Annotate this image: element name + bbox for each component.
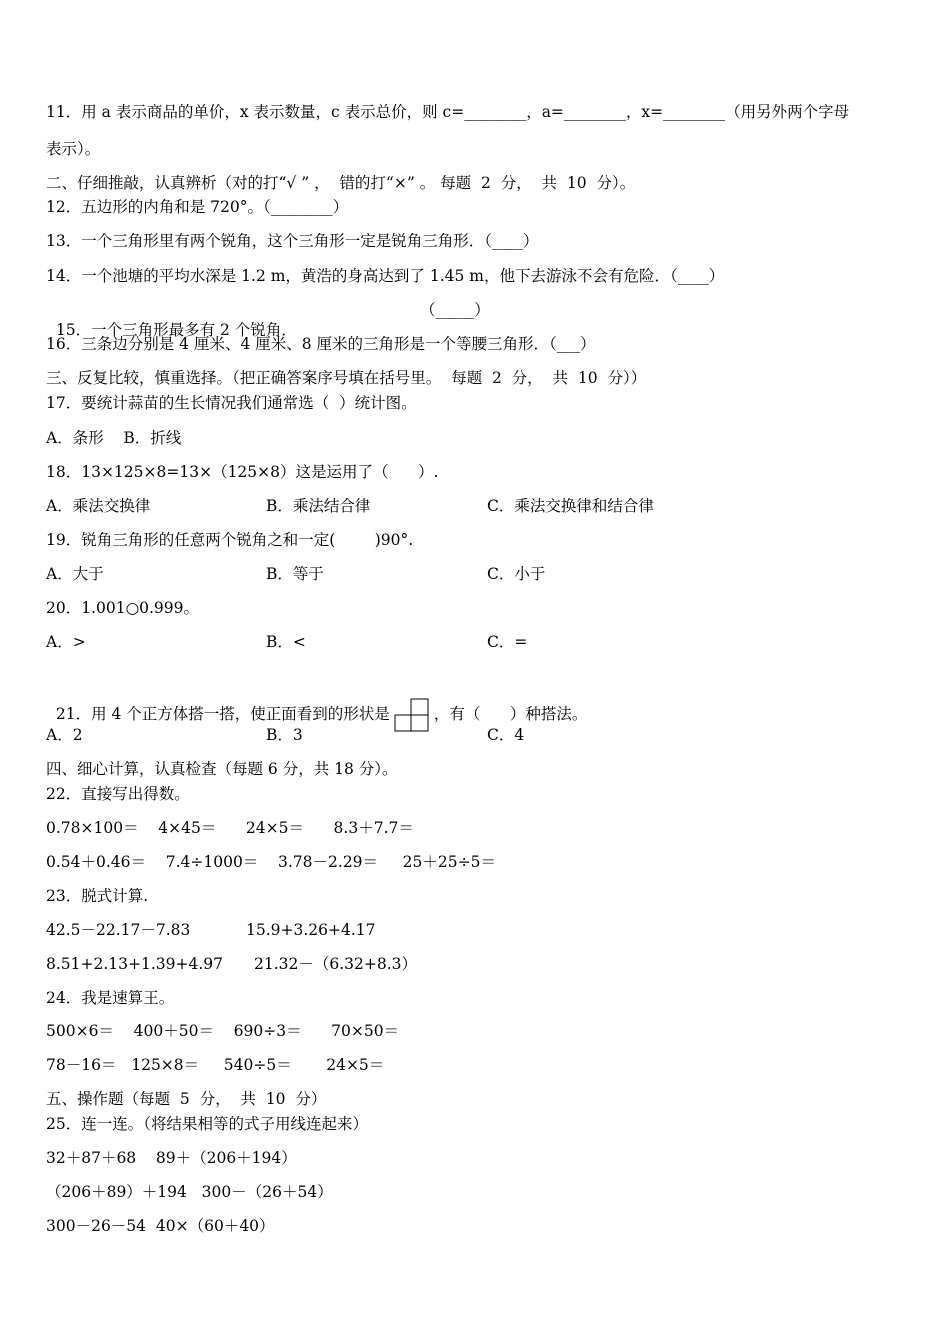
q23-expr-3: 8.51+2.13+1.39+4.97 bbox=[46, 955, 224, 973]
q23-expr-4: 21.32－（6.32+8.3） bbox=[254, 955, 418, 973]
q22-row-1: 0.78×100＝ 4×45＝ 24×5＝ 8.3＋7.7＝ bbox=[46, 819, 414, 837]
q23-expr-2: 15.9+3.26+4.17 bbox=[246, 921, 376, 939]
q19-option-a: A．大于 bbox=[46, 565, 104, 583]
q15-blank: （_____） bbox=[420, 301, 490, 319]
cube-front-view-figure bbox=[394, 698, 430, 732]
q11-line2: 表示）。 bbox=[46, 140, 101, 158]
q18-stem: 18．13×125×8=13×（125×8）这是运用了（ ）. bbox=[46, 463, 439, 481]
q25-stem: 25．连一连。（将结果相等的式子用线连起来） bbox=[46, 1115, 368, 1133]
q13: 13．一个三角形里有两个锐角，这个三角形一定是锐角三角形．（____） bbox=[46, 232, 539, 250]
q21-stem-before: 21．用 4 个正方体搭一搭，使正面看到的形状是 bbox=[55, 705, 390, 723]
q17-options: A．条形 B．折线 bbox=[46, 429, 182, 447]
section-4-heading: 四、细心计算，认真检查（每题 6 分，共 18 分）。 bbox=[46, 760, 398, 778]
q18-option-a: A．乘法交换律 bbox=[46, 497, 151, 515]
q21-option-c: C．4 bbox=[487, 726, 525, 744]
q19-stem: 19．锐角三角形的任意两个锐角之和一定( )90°. bbox=[46, 531, 414, 549]
q15-text: 15．一个三角形最多有 2 个锐角． bbox=[55, 321, 297, 339]
section-2-heading: 二、仔细推敲，认真辨析（对的打“√ ” ， 错的打“×” 。 每题 2 分， 共 10 分）。 bbox=[46, 174, 636, 192]
q19-option-b: B．等于 bbox=[266, 565, 324, 583]
q24-row-1: 500×6＝ 400＋50＝ 690÷3＝ 70×50＝ bbox=[46, 1022, 400, 1040]
q25-row-3: 300－26－54 40×（60＋40） bbox=[46, 1217, 275, 1235]
q21-stem bbox=[46, 678, 587, 732]
q18-option-c: C．乘法交换律和结合律 bbox=[487, 497, 654, 515]
section-5-heading: 五、操作题（每题 5 分， 共 10 分） bbox=[46, 1090, 327, 1108]
q22-stem: 22．直接写出得数。 bbox=[46, 785, 190, 803]
q25-row-1: 32＋87＋68 89＋（206＋194） bbox=[46, 1149, 297, 1167]
q24-row-2: 78－16＝ 125×8＝ 540÷5＝ 24×5＝ bbox=[46, 1056, 385, 1074]
q22-row-2: 0.54＋0.46＝ 7.4÷1000＝ 3.78－2.29＝ 25＋25÷5＝ bbox=[46, 853, 496, 871]
q21-option-b: B．3 bbox=[266, 726, 303, 744]
q21-option-a: A．2 bbox=[46, 726, 83, 744]
q20-stem: 20．1.001○0.999。 bbox=[46, 599, 199, 617]
q20-option-a: A．> bbox=[46, 633, 86, 651]
q25-row-2: （206＋89）＋194 300－（26＋54） bbox=[46, 1183, 333, 1201]
q23-stem: 23．脱式计算. bbox=[46, 887, 149, 905]
q17-stem: 17．要统计蒜苗的生长情况我们通常选（ ）统计图。 bbox=[46, 394, 417, 412]
q24-stem: 24．我是速算王。 bbox=[46, 989, 175, 1007]
section-3-heading: 三、反复比较，慎重选择。（把正确答案序号填在括号里。 每题 2 分， 共 10 分）） bbox=[46, 369, 647, 387]
q20-option-b: B．< bbox=[266, 633, 306, 651]
q14: 14．一个池塘的平均水深是 1.2 m，黄浩的身高达到了 1.45 m，他下去游泳不会有危险．（____） bbox=[46, 267, 725, 285]
q16: 16．三条边分别是 4 厘米、4 厘米、8 厘米的三角形是一个等腰三角形．（___） bbox=[46, 335, 596, 353]
q11-line1: 11．用 a 表示商品的单价，x 表示数量，c 表示总价，则 c=________，a=________，x=________（用另外两个字母 bbox=[46, 103, 850, 121]
q18-option-b: B．乘法结合律 bbox=[266, 497, 371, 515]
q23-expr-1: 42.5－22.17－7.83 bbox=[46, 921, 191, 939]
q21-stem-after: ，有（ ）种搭法。 bbox=[433, 705, 588, 723]
q12: 12．五边形的内角和是 720°。（________） bbox=[46, 198, 349, 216]
q19-option-c: C．小于 bbox=[487, 565, 546, 583]
q20-option-c: C．= bbox=[487, 633, 528, 651]
